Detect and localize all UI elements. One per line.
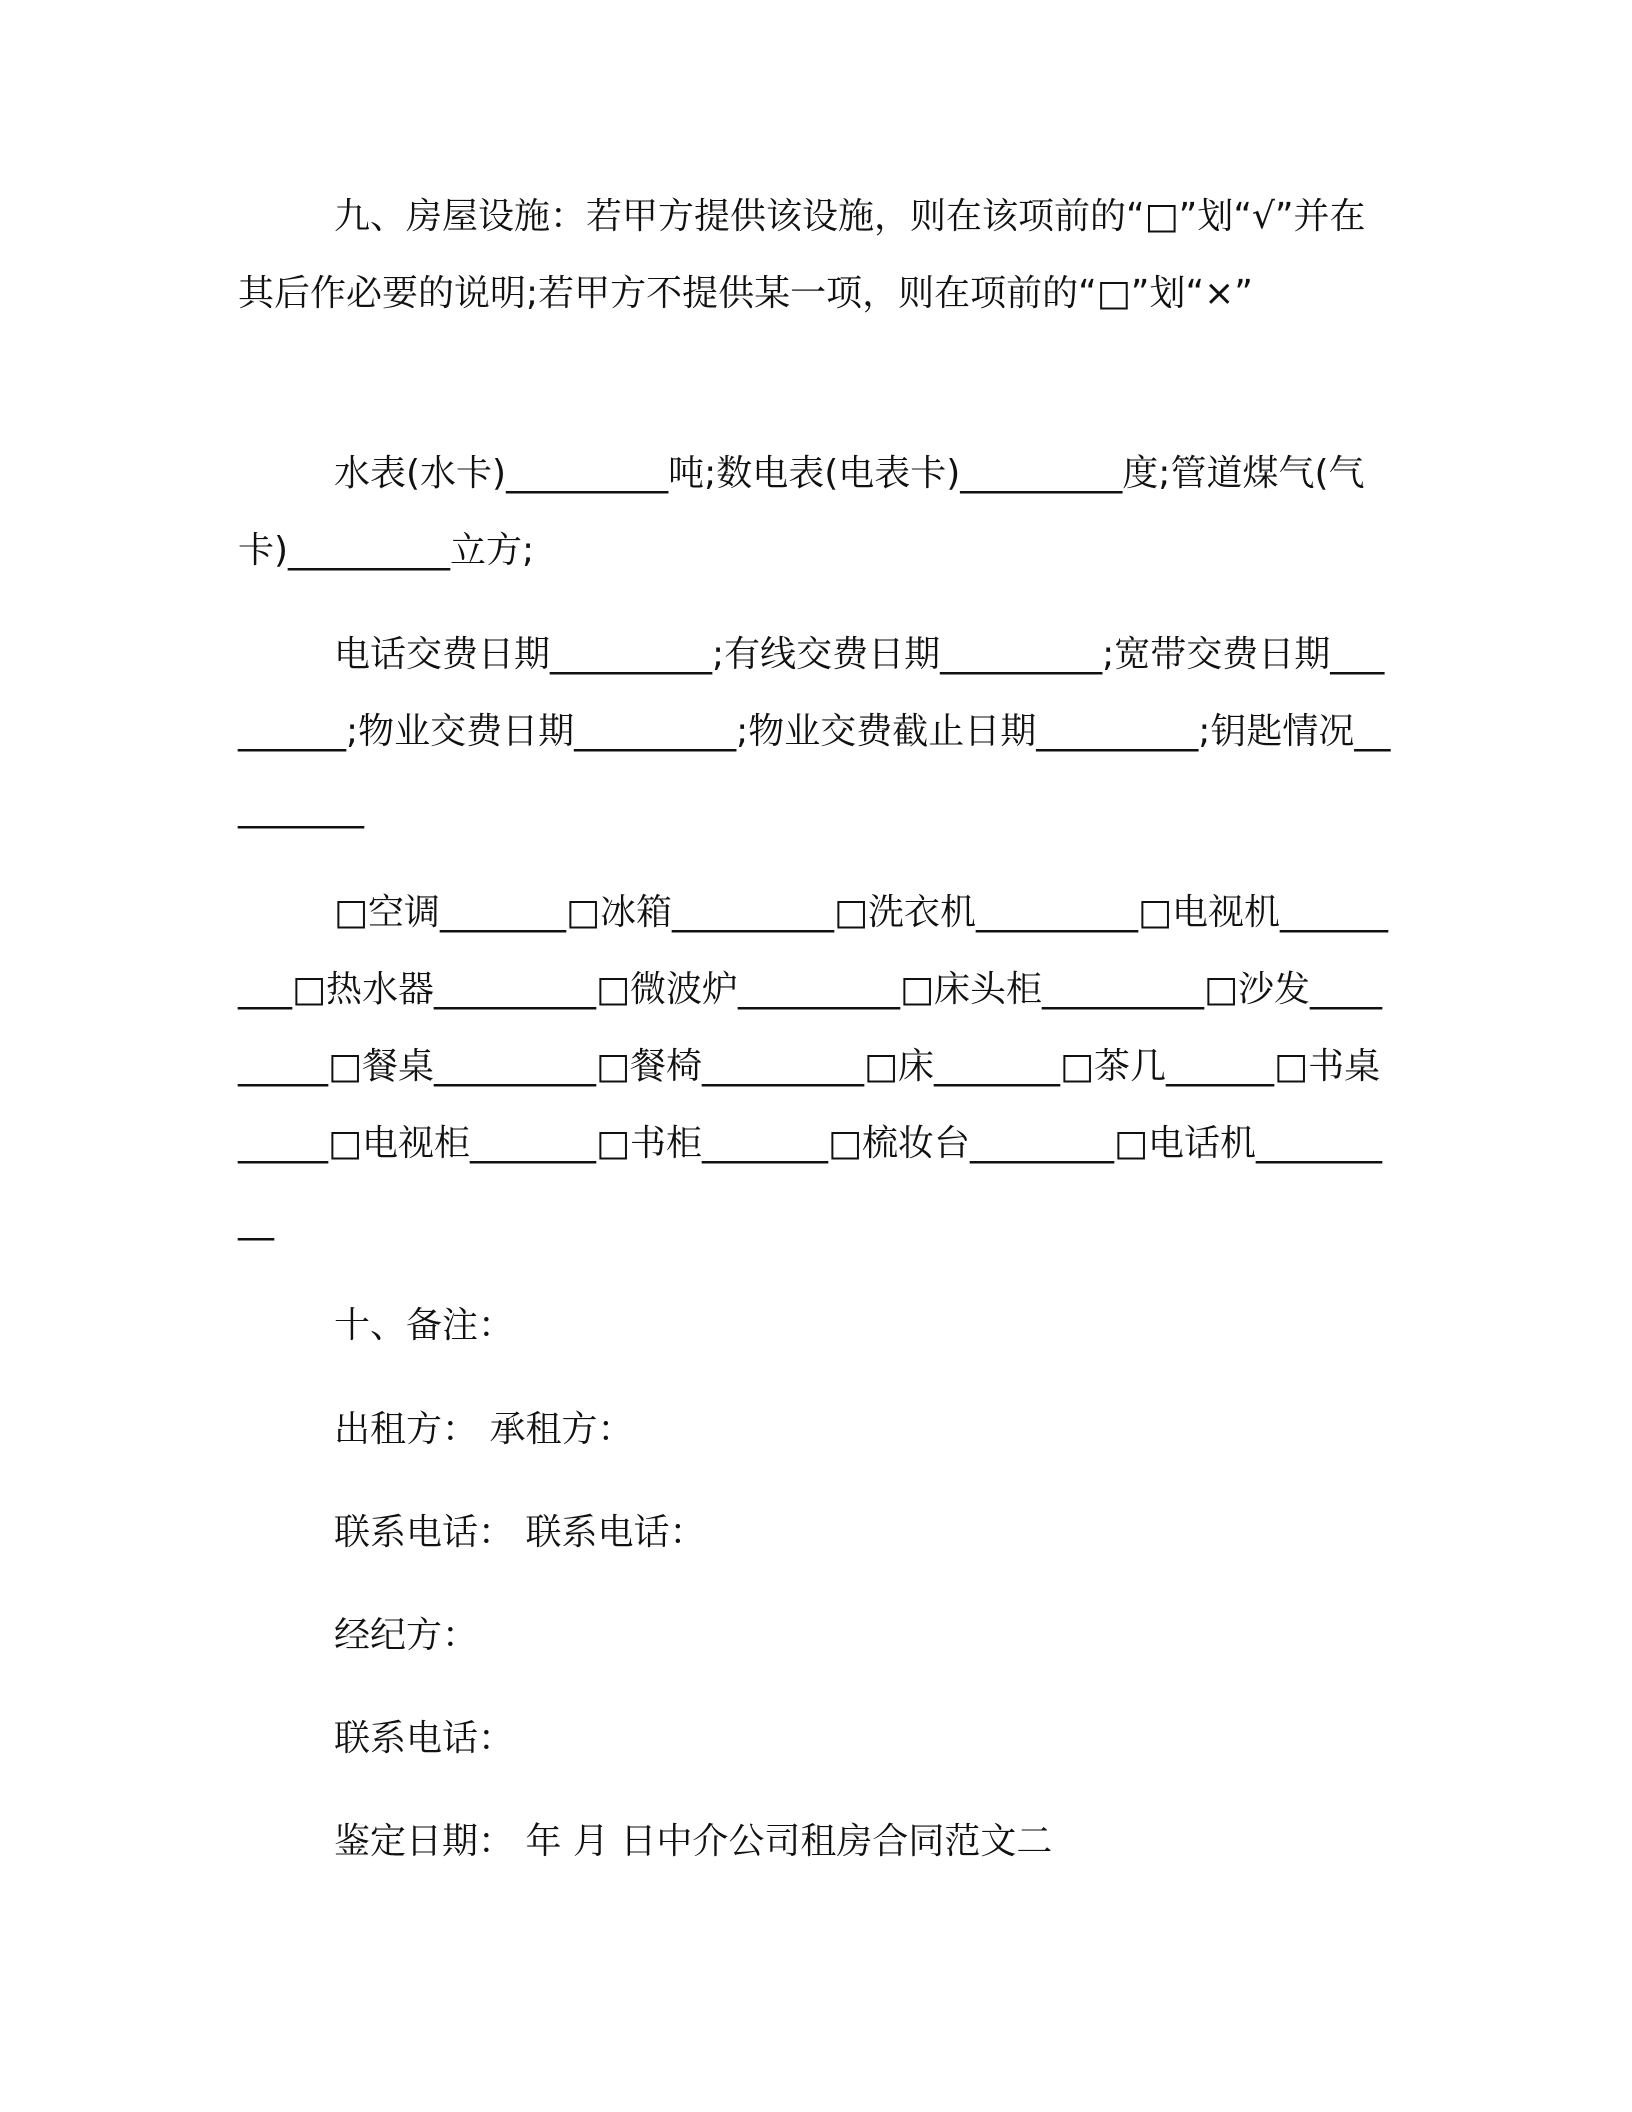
facilities-clause: 九、房屋设施：若甲方提供该设施，则在该项前的“□”划“√”并在其后作必要的说明;若甲方不提供某一项，则在项前的“□”划“×” [238, 196, 1366, 314]
lessor-lessee-line: 出租方： 承租方： [334, 1409, 634, 1450]
remarks-heading: 十、备注： [334, 1305, 515, 1346]
meters-clause: 水表(水卡)_________吨;数电表(电表卡)_________度;管道煤气(气卡)_________立方; [238, 453, 1365, 571]
agent-phone-line: 联系电话： [334, 1718, 515, 1759]
fees-clause: 电话交费日期_________;有线交费日期_________;宽带交费日期_________;物业交费日期_________;物业交费截止日期_________;钥匙情况_________ [238, 634, 1391, 829]
date-line: 鉴定日期： 年 月 日中介公司租房合同范文二 [334, 1821, 1053, 1862]
agent-line: 经纪方： [334, 1615, 479, 1656]
appliances-clause: □空调_______□冰箱_________□洗衣机_________□电视机_________□热水器_________□微波炉_________□床头柜_________□沙发_________□餐桌_________□餐椅_________□床_______□茶几______□书桌_____□电视柜_______□书柜_______□梳妆台________□电话机_________ [238, 892, 1389, 1241]
contact-phones-line: 联系电话： 联系电话： [334, 1512, 706, 1553]
